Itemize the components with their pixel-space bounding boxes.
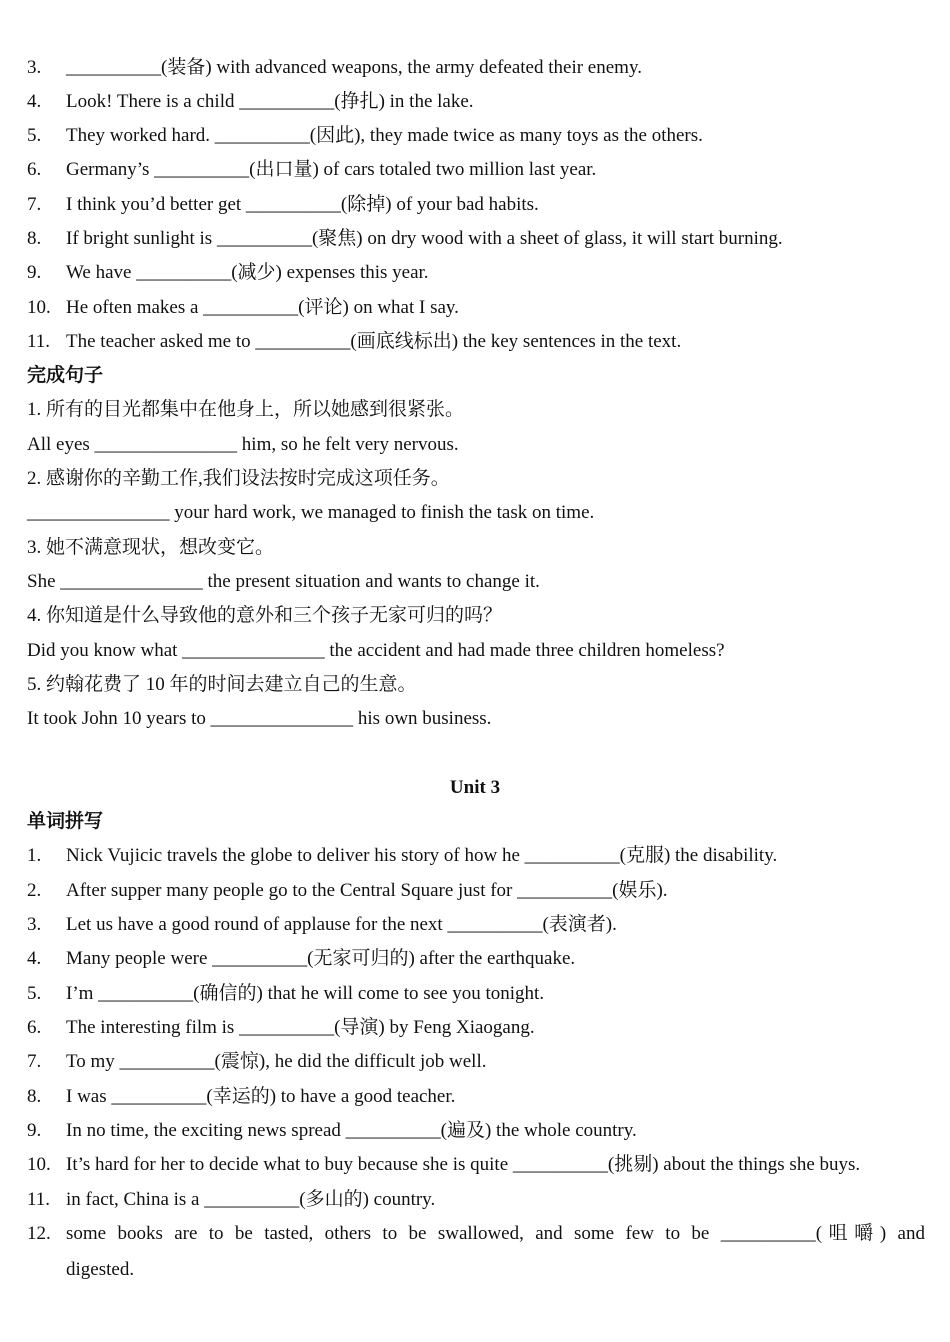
list-item: [27, 194, 925, 217]
item-number: 10.: [27, 297, 51, 318]
item-text: Look! There is a child __________(挣扎) in the lake.: [66, 91, 474, 112]
item-text-line-1: some books are to be tasted, others to be swallowed, and some few to be __________(咀嚼) and: [66, 1223, 925, 1244]
list-item: [27, 262, 925, 285]
list-item: [27, 159, 925, 182]
item-text-block: [66, 1223, 925, 1282]
section-heading: 单词拼写: [27, 811, 104, 832]
item-number: 11.: [27, 331, 51, 352]
sentence-prompt: 1. 所有的目光都集中在他身上，所以她感到很紧张。: [27, 399, 465, 420]
item-text: The interesting film is __________(导演) by Feng Xiaogang.: [66, 1017, 535, 1038]
sentence-answer: Did you know what _______________ the accident and had made three children homeless?: [27, 640, 725, 661]
item-number: 4.: [27, 948, 42, 969]
item-number: 5.: [27, 983, 42, 1004]
item-number: 1.: [27, 845, 42, 866]
item-number: 9.: [27, 1120, 42, 1141]
item-text: To my __________(震惊), he did the difficult job well.: [66, 1051, 487, 1072]
list-item: [27, 1051, 925, 1074]
item-text: After supper many people go to the Central Square just for __________(娱乐).: [66, 880, 668, 901]
item-text: in fact, China is a __________(多山的) country.: [66, 1189, 436, 1210]
sentence-prompt: 4. 你知道是什么导致他的意外和三个孩子无家可归的吗？: [27, 605, 503, 626]
list-item: [27, 1017, 925, 1040]
item-text: __________(装备) with advanced weapons, the army defeated their enemy.: [66, 57, 642, 78]
item-text: Nick Vujicic travels the globe to deliver his story of how he __________(克服) the disability.: [66, 845, 778, 866]
list-item: [27, 57, 925, 80]
item-text: Many people were __________(无家可归的) after the earthquake.: [66, 948, 576, 969]
item-number: 9.: [27, 262, 42, 283]
item-text-line-2: digested.: [66, 1258, 135, 1280]
item-number: 5.: [27, 125, 42, 146]
sentence-prompt: 3. 她不满意现状，想改变它。: [27, 537, 275, 558]
item-text: We have __________(减少) expenses this year.: [66, 262, 429, 283]
item-number: 2.: [27, 880, 42, 901]
item-number: 6.: [27, 159, 42, 180]
item-number: 6.: [27, 1017, 42, 1038]
list-item: [27, 880, 925, 903]
list-item: [27, 845, 925, 868]
sentence-prompt: 5. 约翰花费了 10 年的时间去建立自己的生意。: [27, 674, 417, 695]
item-number: 4.: [27, 91, 42, 112]
list-item: [27, 228, 925, 251]
item-text: He often makes a __________(评论) on what I say.: [66, 297, 459, 318]
sentence-answer: It took John 10 years to _______________ his own business.: [27, 708, 492, 729]
list-item: [27, 1154, 925, 1177]
item-number: 8.: [27, 228, 42, 249]
sentence-answer: All eyes _______________ him, so he felt very nervous.: [27, 434, 459, 455]
list-item: [27, 91, 925, 114]
item-number: 3.: [27, 914, 42, 935]
item-text: I was __________(幸运的) to have a good teacher.: [66, 1086, 456, 1107]
item-number: 7.: [27, 1051, 42, 1072]
sentence-prompt: 2. 感谢你的辛勤工作,我们设法按时完成这项任务。: [27, 468, 450, 489]
list-item: [27, 1086, 925, 1109]
list-item: [27, 983, 925, 1006]
list-item: [27, 1120, 925, 1143]
item-number: 12.: [27, 1223, 51, 1244]
list-item: [27, 125, 925, 148]
item-number: 10.: [27, 1154, 51, 1175]
item-number: 7.: [27, 194, 42, 215]
item-text: I’m __________(确信的) that he will come to see you tonight.: [66, 983, 545, 1004]
list-item: [27, 914, 925, 937]
item-number: 11.: [27, 1189, 51, 1210]
section-heading: 完成句子: [27, 365, 104, 386]
list-item: [27, 297, 925, 320]
list-item: [27, 948, 925, 971]
sentence-answer: She _______________ the present situation and wants to change it.: [27, 571, 540, 592]
list-item: [27, 1223, 925, 1282]
item-text: In no time, the exciting news spread __________(遍及) the whole country.: [66, 1120, 637, 1141]
item-text: Let us have a good round of applause for the next __________(表演者).: [66, 914, 617, 935]
item-text: I think you’d better get __________(除掉) of your bad habits.: [66, 194, 539, 215]
item-text: It’s hard for her to decide what to buy because she is quite __________(挑剔) about the things she buys.: [66, 1154, 861, 1175]
item-text: They worked hard. __________(因此), they made twice as many toys as the others.: [66, 125, 703, 146]
list-item: [27, 1189, 925, 1212]
item-text: The teacher asked me to __________(画底线标出) the key sentences in the text.: [66, 331, 682, 352]
item-text: If bright sunlight is __________(聚焦) on dry wood with a sheet of glass, it will start burning.: [66, 228, 783, 249]
unit-title: Unit 3: [449, 777, 501, 798]
item-text: Germany’s __________(出口量) of cars totaled two million last year.: [66, 159, 597, 180]
item-number: 3.: [27, 57, 42, 78]
list-item: [27, 331, 925, 354]
item-number: 8.: [27, 1086, 42, 1107]
sentence-answer: _______________ your hard work, we managed to finish the task on time.: [27, 502, 595, 523]
